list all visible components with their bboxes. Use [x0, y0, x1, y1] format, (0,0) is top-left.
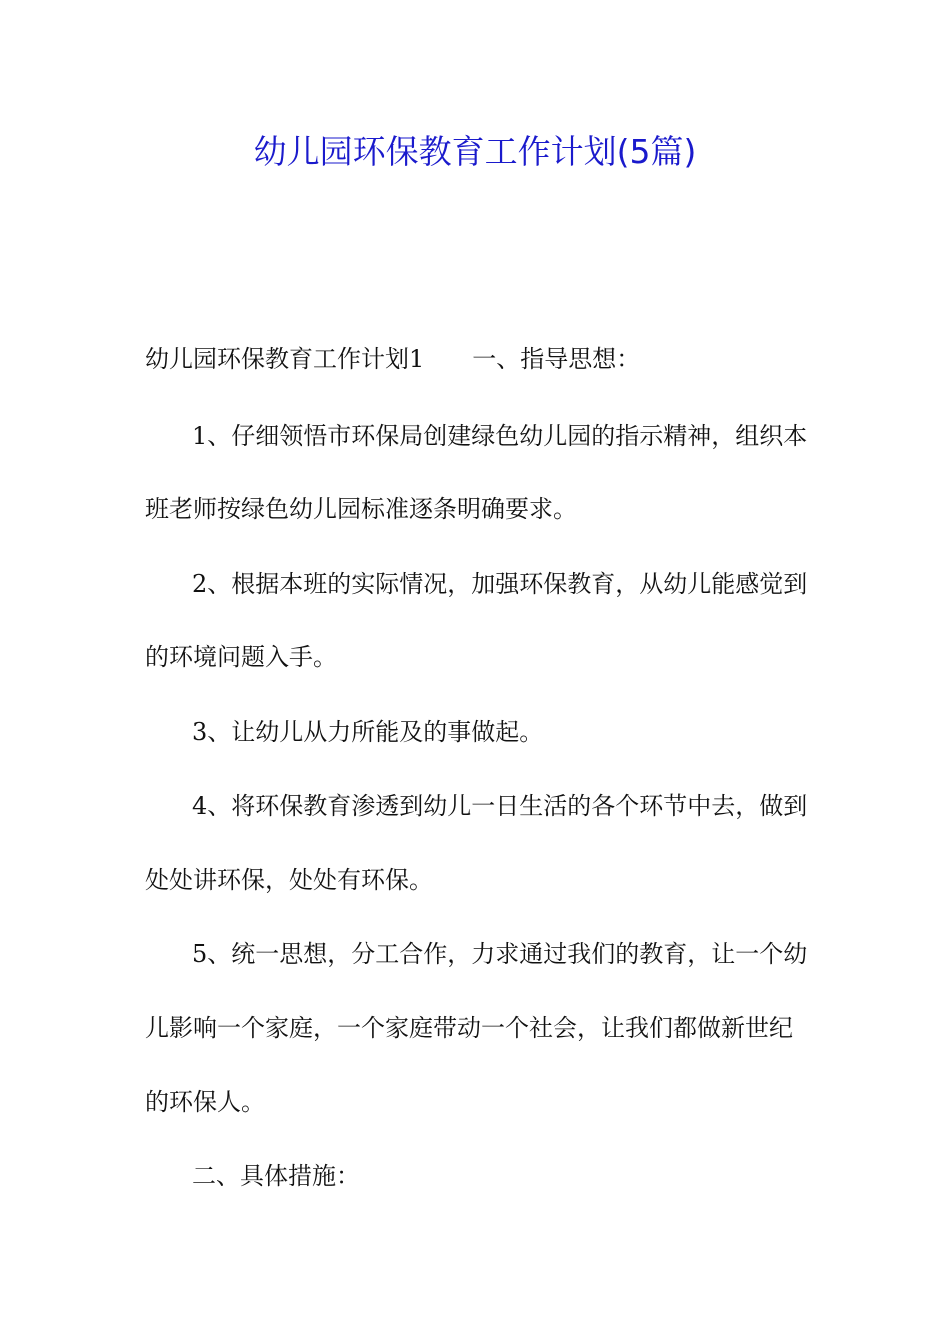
paragraph-line: 的环保人。 — [145, 1088, 265, 1116]
paragraph-line: 4、将环保教育渗透到幼儿一日生活的各个环节中去，做到 — [192, 792, 808, 820]
part-two-heading: 二、具体措施： — [192, 1162, 360, 1190]
paragraph-line: 的环境问题入手。 — [145, 643, 337, 671]
paragraph-line: 班老师按绿色幼儿园标准逐条明确要求。 — [145, 495, 577, 523]
paragraph-line: 儿影响一个家庭，一个家庭带动一个社会，让我们都做新世纪 — [145, 1014, 793, 1042]
section-heading-line — [145, 342, 815, 376]
paragraph-line: 1、仔细领悟市环保局创建绿色幼儿园的指示精神，组织本 — [192, 422, 808, 450]
paragraph-line: 处处讲环保，处处有环保。 — [145, 866, 433, 894]
section-heading: 幼儿园环保教育工作计划1 — [145, 345, 425, 373]
paragraph-line: 5、统一思想，分工合作，力求通过我们的教育，让一个幼 — [192, 940, 808, 968]
paragraph-line: 3、让幼儿从力所能及的事做起。 — [192, 718, 544, 746]
part-one-heading: 一、指导思想： — [472, 345, 641, 373]
paragraph-line: 2、根据本班的实际情况，加强环保教育，从幼儿能感觉到 — [192, 570, 808, 598]
document-title: 幼儿园环保教育工作计划(5篇) — [253, 132, 697, 171]
